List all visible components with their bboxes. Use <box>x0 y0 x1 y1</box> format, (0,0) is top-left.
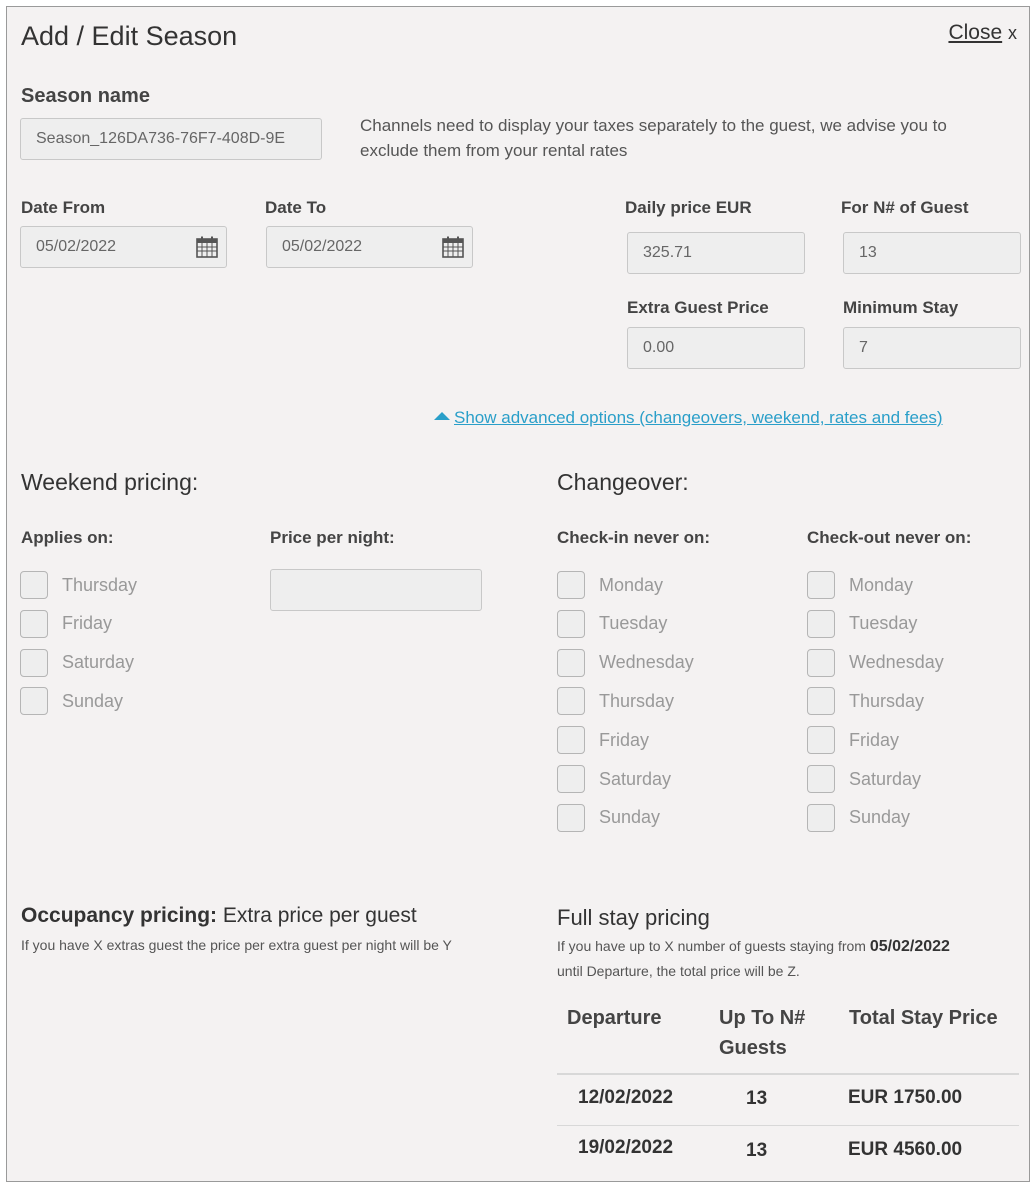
checkin-never-label[interactable]: Thursday <box>599 690 675 711</box>
tax-info-text: Channels need to display your taxes separately to the guest, we advise you to exclude them from your rental rates <box>360 116 947 160</box>
date-to-value: 05/02/2022 <box>282 238 363 255</box>
close-button[interactable] <box>948 21 1017 45</box>
weekend-day-label[interactable]: Saturday <box>62 652 135 673</box>
calendar-icon[interactable] <box>196 236 218 258</box>
advanced-options-link[interactable] <box>434 408 943 428</box>
col-header-total: Total Stay Price <box>849 1007 998 1029</box>
checkin-never-label[interactable]: Saturday <box>599 768 672 789</box>
occupancy-description: If you have X extras guest the price per extra guest per night will be Y <box>21 937 452 953</box>
checkout-never-checkbox[interactable] <box>807 804 835 832</box>
weekend-price-input[interactable] <box>270 569 482 611</box>
checkout-never-thursday[interactable] <box>807 685 924 717</box>
guests-count-input[interactable]: 13 <box>843 232 1021 274</box>
changeover-title: Changeover: <box>557 469 689 495</box>
occupancy-title-rest: Extra price per guest <box>222 904 417 927</box>
advanced-options-label[interactable]: Show advanced options (changeovers, weekend, rates and fees) <box>454 408 943 427</box>
weekend-day-label[interactable]: Thursday <box>62 574 138 595</box>
full-stay-title: Full stay pricing <box>557 905 710 930</box>
checkin-never-label[interactable]: Friday <box>599 729 650 750</box>
weekend-day-sunday[interactable] <box>20 685 123 717</box>
checkout-never-checkbox[interactable] <box>807 765 835 793</box>
checkin-never-saturday[interactable] <box>557 763 671 795</box>
checkin-never-label: Check-in never on: <box>557 528 711 547</box>
checkout-never-saturday[interactable] <box>807 763 921 795</box>
daily-price-label: Daily price EUR <box>625 198 752 217</box>
table-row <box>557 1126 1019 1176</box>
checkout-never-monday[interactable] <box>807 569 913 601</box>
weekend-pricing-title: Weekend pricing: <box>21 469 199 495</box>
col-header-guests: Up To N# Guests <box>719 1007 806 1059</box>
minimum-stay-input[interactable]: 7 <box>843 327 1021 369</box>
checkin-never-checkbox[interactable] <box>557 571 585 599</box>
checkout-never-label: Check-out never on: <box>807 528 972 547</box>
checkout-never-label[interactable]: Wednesday <box>849 652 944 673</box>
checkin-never-checkbox[interactable] <box>557 610 585 638</box>
checkout-never-sunday[interactable] <box>807 802 910 834</box>
row-departure: 19/02/2022 <box>578 1137 674 1158</box>
date-to-input[interactable] <box>266 226 473 268</box>
col-header-departure: Departure <box>567 1007 662 1029</box>
occupancy-title-bold: Occupancy pricing: <box>21 904 218 927</box>
checkin-never-monday[interactable] <box>557 569 663 601</box>
checkin-never-thursday[interactable] <box>557 685 674 717</box>
row-currency: EUR <box>848 1139 889 1160</box>
dialog-title: Add / Edit Season <box>21 21 238 51</box>
weekend-day-saturday[interactable] <box>20 647 134 679</box>
weekend-applies-label: Applies on: <box>21 528 114 547</box>
checkin-never-label[interactable]: Wednesday <box>599 652 694 673</box>
checkin-never-label[interactable]: Tuesday <box>599 613 668 634</box>
season-name-input[interactable]: Season_126DA736-76F7-408D-9E <box>20 118 322 160</box>
extra-guest-price-label: Extra Guest Price <box>627 298 769 317</box>
row-guests: 13 <box>746 1088 768 1109</box>
checkout-never-friday[interactable] <box>807 724 899 756</box>
close-label[interactable]: Close <box>948 21 1003 44</box>
weekend-day-thursday[interactable] <box>20 569 137 601</box>
checkout-never-label[interactable]: Thursday <box>849 690 925 711</box>
checkin-never-label[interactable]: Sunday <box>599 807 661 828</box>
checkout-never-label[interactable]: Monday <box>849 574 914 595</box>
table-row <box>557 1075 1019 1125</box>
calendar-icon[interactable] <box>442 236 464 258</box>
full-stay-desc-date: 05/02/2022 <box>869 938 950 955</box>
checkin-never-checkbox[interactable] <box>557 649 585 677</box>
checkin-never-checkbox[interactable] <box>557 687 585 715</box>
checkout-never-checkbox[interactable] <box>807 610 835 638</box>
season-name-label: Season name <box>21 85 150 107</box>
weekend-day-label[interactable]: Sunday <box>62 690 124 711</box>
row-departure: 12/02/2022 <box>578 1087 674 1108</box>
checkin-never-checkbox[interactable] <box>557 804 585 832</box>
checkin-never-friday[interactable] <box>557 724 649 756</box>
checkin-never-checkbox[interactable] <box>557 765 585 793</box>
checkout-never-checkbox[interactable] <box>807 726 835 754</box>
checkin-never-label[interactable]: Monday <box>599 574 664 595</box>
weekend-day-checkbox[interactable] <box>20 571 48 599</box>
season-dialog <box>6 6 1030 1182</box>
row-price: 1750.00 <box>893 1087 963 1108</box>
checkout-never-label[interactable]: Saturday <box>849 768 922 789</box>
row-guests: 13 <box>746 1140 768 1161</box>
date-from-value: 05/02/2022 <box>36 238 117 255</box>
weekend-day-friday[interactable] <box>20 608 112 640</box>
daily-price-input[interactable]: 325.71 <box>627 232 805 274</box>
checkout-never-checkbox[interactable] <box>807 687 835 715</box>
occupancy-pricing-title <box>21 904 417 928</box>
row-price: 4560.00 <box>893 1139 963 1160</box>
weekend-day-checkbox[interactable] <box>20 687 48 715</box>
checkin-never-sunday[interactable] <box>557 802 660 834</box>
minimum-stay-label: Minimum Stay <box>843 298 959 317</box>
extra-guest-price-input[interactable]: 0.00 <box>627 327 805 369</box>
close-icon[interactable]: x <box>1008 23 1017 43</box>
date-to-label: Date To <box>265 198 327 217</box>
checkout-never-checkbox[interactable] <box>807 571 835 599</box>
full-stay-description <box>557 934 1027 983</box>
weekend-price-label: Price per night: <box>270 528 395 547</box>
checkout-never-wednesday[interactable] <box>807 647 944 679</box>
row-currency: EUR <box>848 1087 889 1108</box>
date-from-input[interactable] <box>20 226 227 268</box>
weekend-day-checkbox[interactable] <box>20 649 48 677</box>
checkout-never-label[interactable]: Sunday <box>849 807 911 828</box>
full-stay-desc-b: until Departure, the total price will be Z. <box>557 963 800 979</box>
checkin-never-checkbox[interactable] <box>557 726 585 754</box>
caret-up-icon <box>434 412 450 420</box>
full-stay-desc-a: If you have up to X number of guests staying from <box>557 938 866 954</box>
checkout-never-label[interactable]: Friday <box>849 729 900 750</box>
weekend-day-label[interactable]: Friday <box>62 613 113 634</box>
checkout-never-checkbox[interactable] <box>807 649 835 677</box>
checkin-never-wednesday[interactable] <box>557 647 694 679</box>
date-from-label: Date From <box>21 198 106 217</box>
checkin-never-tuesday[interactable] <box>557 608 667 640</box>
row-total <box>848 1139 962 1161</box>
checkout-never-tuesday[interactable] <box>807 608 917 640</box>
weekend-day-checkbox[interactable] <box>20 610 48 638</box>
guests-count-label: For N# of Guest <box>841 198 969 217</box>
checkout-never-label[interactable]: Tuesday <box>849 613 918 634</box>
row-total <box>848 1087 962 1109</box>
